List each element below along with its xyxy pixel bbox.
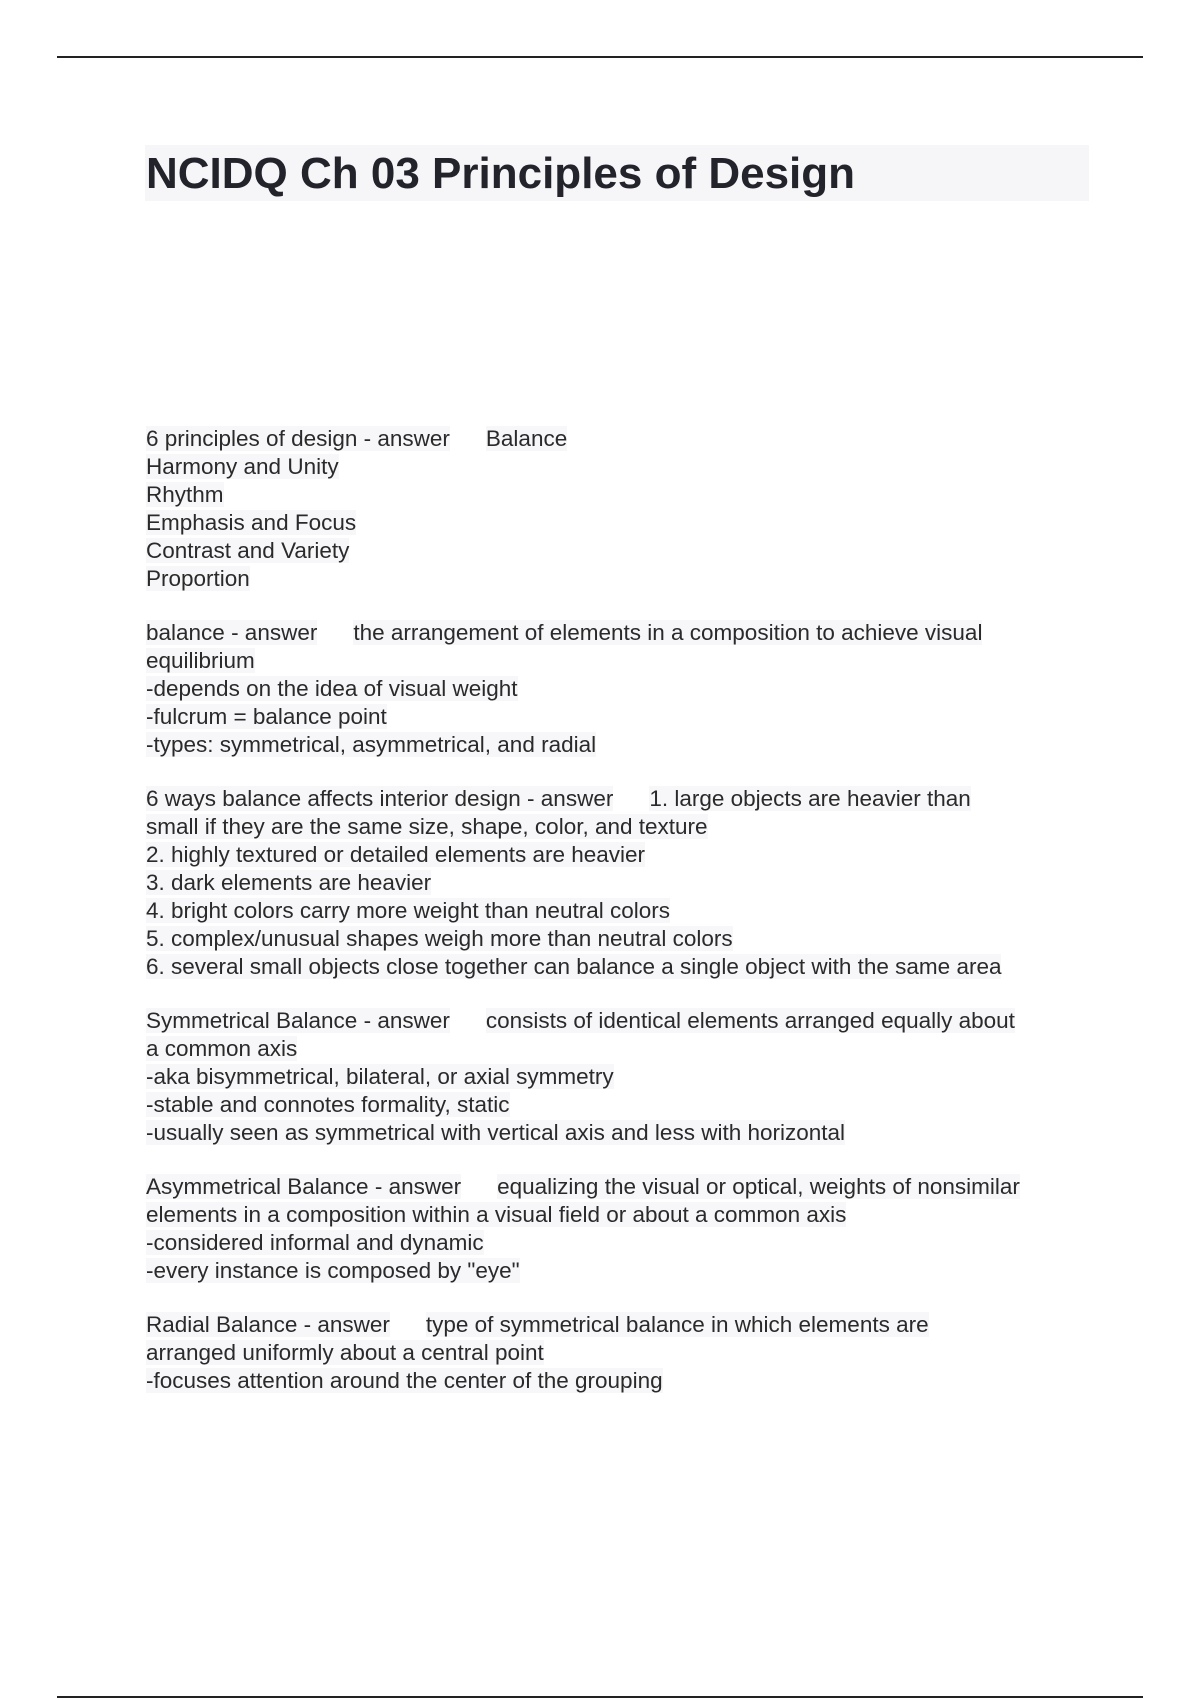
entry-answer-text: arranged uniformly about a central point [146, 1340, 544, 1365]
page-title: NCIDQ Ch 03 Principles of Design [146, 149, 856, 198]
entry-answer-text: Harmony and Unity [146, 454, 339, 479]
entry-answer-text: Contrast and Variety [146, 538, 350, 563]
entry-answer-line [146, 675, 1106, 703]
entry-answer: Balance [485, 426, 568, 451]
entry-answer-line [146, 1229, 1106, 1257]
entry-answer-line [146, 537, 1106, 565]
entry-answer-text: -depends on the idea of visual weight [146, 676, 518, 701]
entry-term: balance - answer [146, 620, 318, 645]
entry-answer-line [146, 1119, 1106, 1147]
top-divider [57, 56, 1143, 58]
entry-answer-line [146, 703, 1106, 731]
entry-answer-line [146, 869, 1106, 897]
flashcard-entry [146, 1007, 1106, 1147]
entry-answer-line [146, 1201, 1106, 1229]
entry-answer-line [146, 565, 1106, 593]
entry-answer-line [146, 897, 1106, 925]
entry-first-line [146, 619, 1106, 647]
flashcard-entry [146, 1311, 1106, 1395]
entry-first-line [146, 1007, 1106, 1035]
entry-answer-text: a common axis [146, 1036, 298, 1061]
entry-answer-line [146, 1091, 1106, 1119]
entry-first-line [146, 1311, 1106, 1339]
flashcard-list [146, 425, 1106, 1421]
flashcard-entry [146, 1173, 1106, 1285]
entry-answer: equalizing the visual or optical, weights of nonsimilar [497, 1174, 1020, 1199]
entry-answer-line [146, 1339, 1106, 1367]
entry-answer-line [146, 1035, 1106, 1063]
entry-answer-text: -aka bisymmetrical, bilateral, or axial symmetry [146, 1064, 614, 1089]
entry-term: Radial Balance - answer [146, 1312, 390, 1337]
entry-answer-text: elements in a composition within a visual field or about a common axis [146, 1202, 847, 1227]
entry-answer-text: 6. several small objects close together can balance a single object with the same area [146, 954, 1002, 979]
flashcard-entry [146, 619, 1106, 759]
entry-answer-text: -stable and connotes formality, static [146, 1092, 510, 1117]
entry-answer-text: Emphasis and Focus [146, 510, 357, 535]
entry-answer-line [146, 731, 1106, 759]
entry-answer-text: Proportion [146, 566, 250, 591]
entry-answer: consists of identical elements arranged equally about [485, 1008, 1015, 1033]
entry-answer-text: 2. highly textured or detailed elements are heavier [146, 842, 646, 867]
entry-answer-line [146, 1367, 1106, 1395]
entry-term: 6 ways balance affects interior design - answer [146, 786, 614, 811]
entry-answer-line [146, 453, 1106, 481]
entry-first-line [146, 1173, 1106, 1201]
entry-first-line [146, 425, 1106, 453]
entry-first-line [146, 785, 1106, 813]
entry-answer-text: -considered informal and dynamic [146, 1230, 484, 1255]
entry-answer-text: Rhythm [146, 482, 224, 507]
entry-answer-line [146, 813, 1106, 841]
entry-answer-text: small if they are the same size, shape, color, and texture [146, 814, 708, 839]
entry-answer-line [146, 841, 1106, 869]
entry-answer-line [146, 1257, 1106, 1285]
entry-answer-text: -usually seen as symmetrical with vertical axis and less with horizontal [146, 1120, 846, 1145]
entry-answer-text: 5. complex/unusual shapes weigh more than neutral colors [146, 926, 733, 951]
entry-answer-line [146, 925, 1106, 953]
entry-answer-text: 4. bright colors carry more weight than neutral colors [146, 898, 670, 923]
entry-term: Symmetrical Balance - answer [146, 1008, 450, 1033]
entry-answer-text: -focuses attention around the center of the grouping [146, 1368, 663, 1393]
entry-answer-line [146, 509, 1106, 537]
entry-answer-line [146, 953, 1106, 981]
entry-answer-text: -fulcrum = balance point [146, 704, 387, 729]
entry-answer-text: equilibrium [146, 648, 255, 673]
flashcard-entry [146, 425, 1106, 593]
entry-answer: 1. large objects are heavier than [649, 786, 971, 811]
entry-answer-line [146, 481, 1106, 509]
entry-term: 6 principles of design - answer [146, 426, 450, 451]
entry-answer-line [146, 647, 1106, 675]
entry-answer: type of symmetrical balance in which elements are [425, 1312, 929, 1337]
entry-answer-line [146, 1063, 1106, 1091]
entry-answer-text: -every instance is composed by "eye" [146, 1258, 520, 1283]
flashcard-entry [146, 785, 1106, 981]
bottom-divider [57, 1696, 1143, 1698]
entry-answer-text: 3. dark elements are heavier [146, 870, 432, 895]
entry-term: Asymmetrical Balance - answer [146, 1174, 462, 1199]
entry-answer: the arrangement of elements in a composition to achieve visual [353, 620, 983, 645]
entry-answer-text: -types: symmetrical, asymmetrical, and radial [146, 732, 597, 757]
